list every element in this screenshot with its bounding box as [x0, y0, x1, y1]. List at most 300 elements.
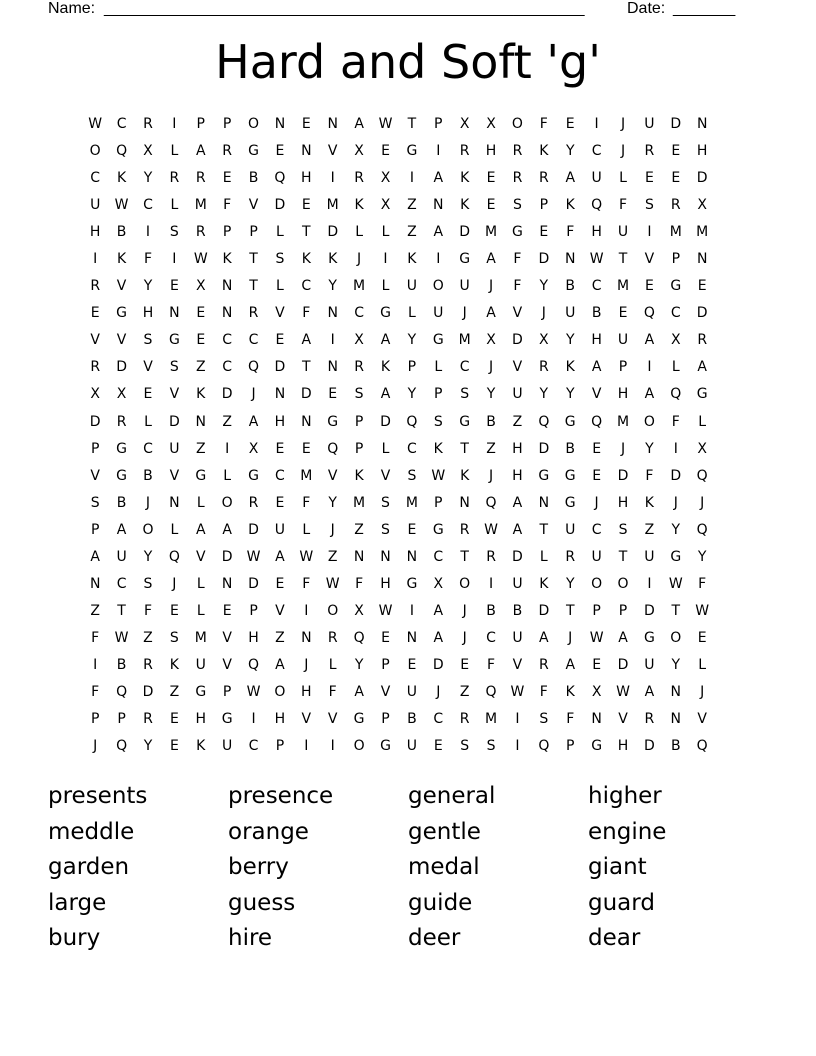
grid-letter[interactable]: G	[643, 629, 655, 646]
grid-letter[interactable]: V	[90, 332, 100, 349]
grid-letter[interactable]: H	[248, 629, 259, 646]
grid-letter[interactable]: U	[591, 170, 602, 187]
grid-letter[interactable]: G	[564, 494, 576, 511]
grid-letter[interactable]: Q	[591, 197, 603, 214]
grid-letter[interactable]: S	[169, 629, 179, 646]
grid-letter[interactable]: B	[486, 413, 496, 430]
grid-letter[interactable]: B	[248, 170, 259, 187]
grid-letter[interactable]: V	[697, 711, 707, 728]
grid-letter[interactable]: F	[566, 711, 575, 728]
grid-letter[interactable]: H	[696, 143, 708, 160]
grid-letter[interactable]: Q	[116, 143, 128, 160]
grid-letter[interactable]: S	[381, 521, 390, 538]
grid-letter[interactable]: U	[565, 521, 576, 538]
grid-letter[interactable]: X	[354, 143, 364, 160]
grid-letter[interactable]: W	[695, 602, 710, 619]
grid-letter[interactable]: E	[618, 305, 628, 322]
grid-letter[interactable]: N	[274, 116, 286, 133]
grid-letter[interactable]: E	[697, 278, 707, 295]
grid-letter[interactable]: V	[143, 359, 153, 376]
grid-letter[interactable]: R	[248, 305, 259, 322]
grid-letter[interactable]: W	[431, 467, 446, 484]
grid-letter[interactable]: M	[353, 278, 366, 295]
grid-letter[interactable]: L	[619, 170, 627, 187]
grid-letter[interactable]: H	[301, 170, 312, 187]
grid-letter[interactable]: R	[512, 143, 523, 160]
grid-letter[interactable]: I	[647, 359, 652, 376]
grid-letter[interactable]: X	[539, 332, 549, 349]
grid-letter[interactable]: J	[330, 521, 335, 538]
grid-letter[interactable]: N	[670, 684, 682, 700]
grid-letter[interactable]: P	[618, 359, 628, 376]
grid-letter[interactable]: E	[169, 738, 179, 755]
grid-letter[interactable]: Z	[407, 224, 417, 241]
grid-letter[interactable]: X	[248, 440, 259, 457]
grid-letter[interactable]: X	[354, 332, 364, 349]
grid-letter[interactable]: O	[221, 494, 233, 511]
grid-letter[interactable]: J	[700, 494, 705, 511]
grid-letter[interactable]: H	[591, 332, 602, 349]
grid-letter[interactable]: V	[512, 656, 523, 673]
grid-letter[interactable]: A	[644, 332, 655, 349]
grid-letter[interactable]: E	[592, 467, 602, 484]
grid-letter[interactable]: D	[538, 440, 550, 457]
grid-letter[interactable]: H	[617, 738, 629, 755]
grid-letter[interactable]: G	[248, 143, 259, 160]
grid-letter[interactable]: A	[486, 305, 496, 322]
grid-letter[interactable]: U	[512, 629, 523, 646]
grid-letter[interactable]: O	[617, 575, 629, 592]
grid-letter[interactable]: I	[436, 251, 441, 268]
grid-letter[interactable]: U	[406, 278, 417, 295]
grid-letter[interactable]: E	[644, 170, 654, 187]
grid-letter[interactable]: J	[620, 116, 626, 133]
grid-letter[interactable]: R	[644, 711, 655, 728]
grid-letter[interactable]: G	[116, 467, 128, 484]
grid-letter[interactable]: I	[145, 224, 151, 241]
grid-letter[interactable]: V	[380, 684, 391, 700]
grid-letter[interactable]: D	[327, 224, 339, 241]
grid-letter[interactable]: H	[512, 467, 523, 484]
grid-letter[interactable]: A	[565, 656, 576, 673]
grid-letter[interactable]: E	[486, 170, 496, 187]
grid-letter[interactable]: S	[513, 197, 522, 214]
grid-letter[interactable]: B	[116, 224, 127, 241]
grid-letter[interactable]: U	[565, 305, 576, 322]
grid-letter[interactable]: A	[380, 386, 391, 403]
grid-letter[interactable]: L	[170, 143, 179, 160]
grid-letter[interactable]: L	[196, 602, 205, 619]
grid-letter[interactable]: B	[512, 602, 523, 619]
grid-letter[interactable]: I	[647, 224, 652, 241]
grid-letter[interactable]: D	[617, 656, 629, 673]
grid-letter[interactable]: E	[328, 386, 338, 403]
grid-letter[interactable]: Y	[697, 548, 707, 565]
grid-letter[interactable]: I	[330, 738, 335, 755]
grid-letter[interactable]: P	[275, 738, 285, 755]
grid-letter[interactable]: D	[168, 413, 180, 430]
grid-letter[interactable]: K	[116, 251, 127, 268]
grid-letter[interactable]: Y	[407, 386, 417, 403]
grid-letter[interactable]: Z	[169, 684, 180, 700]
grid-letter[interactable]: P	[117, 711, 126, 728]
grid-letter[interactable]: E	[671, 170, 681, 187]
grid-letter[interactable]: P	[618, 602, 628, 619]
grid-letter[interactable]: H	[89, 224, 101, 241]
grid-letter[interactable]: E	[381, 143, 390, 160]
grid-letter[interactable]: F	[645, 467, 654, 484]
grid-letter[interactable]: L	[698, 413, 707, 430]
grid-letter[interactable]: O	[274, 684, 286, 700]
grid-letter[interactable]: H	[274, 413, 286, 430]
grid-letter[interactable]: L	[355, 224, 363, 241]
grid-letter[interactable]: X	[433, 575, 444, 592]
grid-letter[interactable]: N	[327, 116, 338, 133]
grid-letter[interactable]: R	[459, 711, 470, 728]
grid-letter[interactable]: X	[591, 684, 602, 700]
grid-letter[interactable]: N	[696, 116, 708, 133]
grid-letter[interactable]: D	[248, 521, 259, 538]
grid-letter[interactable]: P	[90, 440, 100, 457]
grid-letter[interactable]: M	[485, 224, 498, 241]
grid-letter[interactable]: I	[409, 170, 414, 187]
grid-letter[interactable]: F	[513, 278, 522, 295]
grid-letter[interactable]: U	[644, 116, 655, 133]
grid-letter[interactable]: P	[592, 602, 601, 619]
grid-letter[interactable]: G	[195, 684, 207, 700]
grid-letter[interactable]: N	[327, 359, 338, 376]
grid-letter[interactable]: D	[512, 548, 523, 565]
grid-letter[interactable]: Q	[696, 738, 708, 755]
grid-letter[interactable]: L	[381, 224, 390, 241]
grid-letter[interactable]: F	[91, 629, 100, 646]
grid-letter[interactable]: T	[618, 548, 628, 565]
grid-letter[interactable]: G	[327, 413, 339, 430]
grid-letter[interactable]: X	[697, 440, 707, 457]
grid-letter[interactable]: G	[248, 467, 259, 484]
grid-letter[interactable]: E	[407, 521, 417, 538]
grid-letter[interactable]: M	[616, 413, 630, 430]
grid-letter[interactable]: O	[643, 413, 655, 430]
grid-letter[interactable]: I	[330, 170, 335, 187]
grid-letter[interactable]: V	[512, 359, 523, 376]
grid-letter[interactable]: E	[592, 656, 602, 673]
grid-letter[interactable]: D	[274, 359, 286, 376]
grid-letter[interactable]: C	[591, 143, 602, 160]
grid-letter[interactable]: V	[169, 467, 180, 484]
grid-letter[interactable]: G	[380, 305, 391, 322]
grid-letter[interactable]: M	[696, 224, 709, 241]
grid-letter[interactable]: U	[512, 386, 523, 403]
grid-letter[interactable]: L	[671, 359, 680, 376]
grid-letter[interactable]: E	[222, 170, 232, 187]
grid-letter[interactable]: G	[696, 386, 708, 403]
grid-letter[interactable]: Z	[486, 440, 496, 457]
grid-letter[interactable]: R	[459, 521, 470, 538]
grid-letter[interactable]: S	[143, 575, 153, 592]
grid-letter[interactable]: H	[142, 305, 154, 322]
grid-letter[interactable]: Y	[328, 494, 337, 511]
grid-letter[interactable]: Q	[274, 170, 286, 187]
grid-letter[interactable]: Y	[354, 656, 364, 673]
grid-letter[interactable]: W	[88, 116, 103, 133]
grid-letter[interactable]: Q	[116, 684, 128, 700]
grid-letter[interactable]: N	[301, 413, 312, 430]
grid-letter[interactable]: B	[486, 602, 496, 619]
grid-letter[interactable]: G	[116, 305, 128, 322]
grid-letter[interactable]: J	[145, 494, 151, 511]
grid-letter[interactable]: S	[407, 467, 417, 484]
grid-letter[interactable]: N	[301, 143, 312, 160]
grid-letter[interactable]: N	[406, 629, 418, 646]
grid-letter[interactable]: D	[274, 197, 286, 214]
grid-letter[interactable]: Q	[406, 413, 418, 430]
grid-letter[interactable]: J	[594, 494, 599, 511]
grid-letter[interactable]: I	[93, 251, 98, 268]
grid-letter[interactable]: S	[381, 494, 390, 511]
grid-letter[interactable]: D	[380, 413, 391, 430]
grid-letter[interactable]: D	[670, 116, 682, 133]
grid-letter[interactable]: K	[644, 494, 654, 511]
grid-letter[interactable]: N	[591, 711, 602, 728]
grid-letter[interactable]: C	[90, 170, 101, 187]
grid-letter[interactable]: A	[433, 602, 444, 619]
grid-letter[interactable]: W	[589, 251, 604, 268]
grid-letter[interactable]: G	[459, 251, 471, 268]
grid-letter[interactable]: D	[142, 684, 154, 700]
grid-letter[interactable]: C	[406, 440, 417, 457]
grid-letter[interactable]: L	[539, 548, 548, 565]
name-field-line[interactable]: ______________________________________________________	[104, 0, 585, 17]
grid-letter[interactable]: H	[485, 143, 497, 160]
grid-letter[interactable]: A	[354, 684, 364, 700]
grid-letter[interactable]: G	[670, 548, 682, 565]
grid-letter[interactable]: X	[143, 143, 153, 160]
grid-letter[interactable]: R	[195, 224, 206, 241]
grid-letter[interactable]: E	[644, 278, 654, 295]
grid-letter[interactable]: T	[460, 440, 469, 457]
grid-letter[interactable]: P	[222, 224, 232, 241]
grid-letter[interactable]: C	[143, 440, 153, 457]
grid-letter[interactable]: L	[223, 467, 232, 484]
grid-letter[interactable]: Z	[644, 521, 655, 538]
grid-letter[interactable]: U	[195, 656, 206, 673]
grid-letter[interactable]: L	[170, 521, 179, 538]
grid-letter[interactable]: F	[671, 413, 680, 430]
grid-letter[interactable]: K	[539, 575, 549, 592]
grid-letter[interactable]: V	[327, 711, 338, 728]
grid-letter[interactable]: L	[328, 656, 337, 673]
grid-letter[interactable]: F	[618, 197, 628, 214]
grid-letter[interactable]: A	[539, 629, 549, 646]
grid-letter[interactable]: U	[591, 548, 602, 565]
grid-letter[interactable]: X	[380, 197, 391, 214]
grid-letter[interactable]: S	[90, 494, 100, 511]
grid-letter[interactable]: I	[647, 575, 652, 592]
grid-letter[interactable]: E	[169, 711, 179, 728]
grid-letter[interactable]: W	[378, 602, 393, 619]
grid-letter[interactable]: L	[302, 521, 311, 538]
grid-letter[interactable]: H	[301, 684, 312, 700]
grid-letter[interactable]: L	[196, 494, 205, 511]
grid-letter[interactable]: C	[116, 116, 127, 133]
grid-letter[interactable]: A	[195, 143, 206, 160]
grid-letter[interactable]: C	[459, 359, 470, 376]
grid-letter[interactable]: C	[433, 548, 444, 565]
grid-letter[interactable]: D	[89, 413, 101, 430]
grid-letter[interactable]: X	[195, 278, 206, 295]
grid-letter[interactable]: F	[513, 251, 522, 268]
grid-letter[interactable]: A	[512, 521, 523, 538]
grid-letter[interactable]: E	[301, 440, 311, 457]
grid-letter[interactable]: K	[565, 684, 575, 700]
grid-letter[interactable]: J	[304, 656, 309, 673]
grid-letter[interactable]: B	[591, 305, 602, 322]
grid-letter[interactable]: R	[538, 656, 549, 673]
grid-letter[interactable]: W	[668, 575, 683, 592]
grid-letter[interactable]: P	[566, 738, 575, 755]
grid-letter[interactable]: N	[301, 629, 312, 646]
grid-letter[interactable]: T	[460, 548, 469, 565]
grid-letter[interactable]: G	[432, 332, 444, 349]
grid-letter[interactable]: K	[433, 440, 443, 457]
grid-letter[interactable]: X	[354, 602, 364, 619]
grid-letter[interactable]: O	[142, 521, 154, 538]
grid-letter[interactable]: X	[116, 386, 127, 403]
grid-letter[interactable]: T	[539, 521, 549, 538]
grid-letter[interactable]: R	[143, 656, 153, 673]
grid-letter[interactable]: K	[460, 170, 470, 187]
grid-letter[interactable]: V	[195, 548, 206, 565]
grid-letter[interactable]: A	[380, 332, 391, 349]
grid-letter[interactable]: R	[486, 548, 496, 565]
grid-letter[interactable]: N	[380, 548, 391, 565]
grid-letter[interactable]: V	[116, 278, 127, 295]
grid-letter[interactable]: R	[90, 359, 101, 376]
grid-letter[interactable]: E	[433, 738, 443, 755]
grid-letter[interactable]: K	[380, 359, 391, 376]
grid-letter[interactable]: R	[143, 711, 153, 728]
grid-letter[interactable]: R	[538, 170, 549, 187]
grid-letter[interactable]: Q	[696, 521, 708, 538]
grid-letter[interactable]: J	[620, 440, 626, 457]
grid-letter[interactable]: Z	[143, 629, 153, 646]
date-field-line[interactable]: _______	[673, 0, 736, 17]
grid-letter[interactable]: D	[696, 170, 708, 187]
grid-letter[interactable]: E	[697, 629, 707, 646]
grid-letter[interactable]: X	[486, 332, 496, 349]
grid-letter[interactable]: A	[433, 170, 444, 187]
grid-letter[interactable]: C	[222, 359, 233, 376]
grid-letter[interactable]: V	[512, 305, 523, 322]
grid-letter[interactable]: F	[539, 116, 548, 133]
grid-letter[interactable]: W	[616, 684, 630, 700]
grid-letter[interactable]: K	[354, 197, 364, 214]
grid-letter[interactable]: H	[195, 711, 207, 728]
grid-letter[interactable]: Y	[407, 332, 417, 349]
grid-letter[interactable]: G	[432, 521, 444, 538]
grid-letter[interactable]: N	[89, 575, 101, 592]
grid-letter[interactable]: Z	[327, 548, 338, 565]
grid-letter[interactable]: P	[381, 711, 390, 728]
grid-letter[interactable]: H	[274, 711, 286, 728]
grid-letter[interactable]: A	[116, 521, 127, 538]
grid-letter[interactable]: I	[304, 738, 309, 755]
grid-letter[interactable]: H	[512, 440, 523, 457]
grid-letter[interactable]: A	[275, 656, 285, 673]
grid-letter[interactable]: G	[195, 467, 207, 484]
grid-letter[interactable]: M	[326, 197, 339, 214]
grid-letter[interactable]: I	[515, 711, 520, 728]
grid-letter[interactable]: O	[432, 278, 444, 295]
grid-letter[interactable]: V	[222, 656, 232, 673]
grid-letter[interactable]: J	[251, 386, 256, 403]
grid-letter[interactable]: G	[353, 711, 365, 728]
grid-letter[interactable]: A	[486, 251, 496, 268]
grid-letter[interactable]: H	[591, 224, 602, 241]
grid-letter[interactable]: F	[698, 575, 707, 592]
grid-letter[interactable]: Y	[671, 656, 681, 673]
grid-letter[interactable]: N	[564, 251, 576, 268]
grid-letter[interactable]: I	[488, 575, 494, 592]
grid-letter[interactable]: R	[459, 143, 470, 160]
grid-letter[interactable]: A	[565, 170, 576, 187]
grid-letter[interactable]: B	[116, 494, 127, 511]
grid-letter[interactable]: C	[275, 467, 285, 484]
grid-letter[interactable]: Q	[327, 440, 339, 457]
grid-letter[interactable]: U	[90, 197, 101, 214]
grid-letter[interactable]: V	[618, 711, 628, 728]
grid-letter[interactable]: I	[93, 656, 98, 673]
grid-letter[interactable]: R	[116, 413, 127, 430]
grid-letter[interactable]: N	[696, 251, 708, 268]
grid-letter[interactable]: E	[407, 656, 417, 673]
grid-letter[interactable]: R	[538, 359, 549, 376]
grid-letter[interactable]: E	[143, 386, 153, 403]
grid-letter[interactable]: E	[301, 197, 311, 214]
grid-letter[interactable]: R	[195, 170, 206, 187]
grid-letter[interactable]: E	[671, 143, 681, 160]
grid-letter[interactable]: L	[434, 359, 443, 376]
grid-letter[interactable]: N	[169, 494, 180, 511]
grid-letter[interactable]: N	[195, 413, 206, 430]
grid-letter[interactable]: R	[565, 548, 576, 565]
grid-letter[interactable]: Y	[565, 575, 575, 592]
grid-letter[interactable]: S	[460, 738, 470, 755]
grid-letter[interactable]: U	[116, 548, 127, 565]
grid-letter[interactable]: F	[143, 602, 152, 619]
grid-letter[interactable]: G	[380, 738, 391, 755]
grid-letter[interactable]: I	[304, 602, 309, 619]
grid-letter[interactable]: W	[484, 521, 498, 538]
grid-letter[interactable]: Z	[195, 440, 206, 457]
grid-letter[interactable]: D	[459, 224, 471, 241]
grid-letter[interactable]: B	[565, 440, 576, 457]
grid-letter[interactable]: E	[169, 602, 179, 619]
grid-letter[interactable]: N	[538, 494, 550, 511]
grid-letter[interactable]: T	[302, 224, 311, 241]
grid-letter[interactable]: J	[462, 602, 467, 619]
grid-letter[interactable]: P	[407, 359, 417, 376]
grid-letter[interactable]: C	[143, 197, 153, 214]
grid-letter[interactable]: Y	[565, 332, 575, 349]
grid-letter[interactable]: P	[196, 116, 205, 133]
grid-letter[interactable]: B	[565, 278, 576, 295]
grid-letter[interactable]: S	[460, 386, 470, 403]
grid-letter[interactable]: V	[116, 332, 127, 349]
grid-letter[interactable]: D	[644, 738, 655, 755]
grid-letter[interactable]: L	[381, 278, 390, 295]
